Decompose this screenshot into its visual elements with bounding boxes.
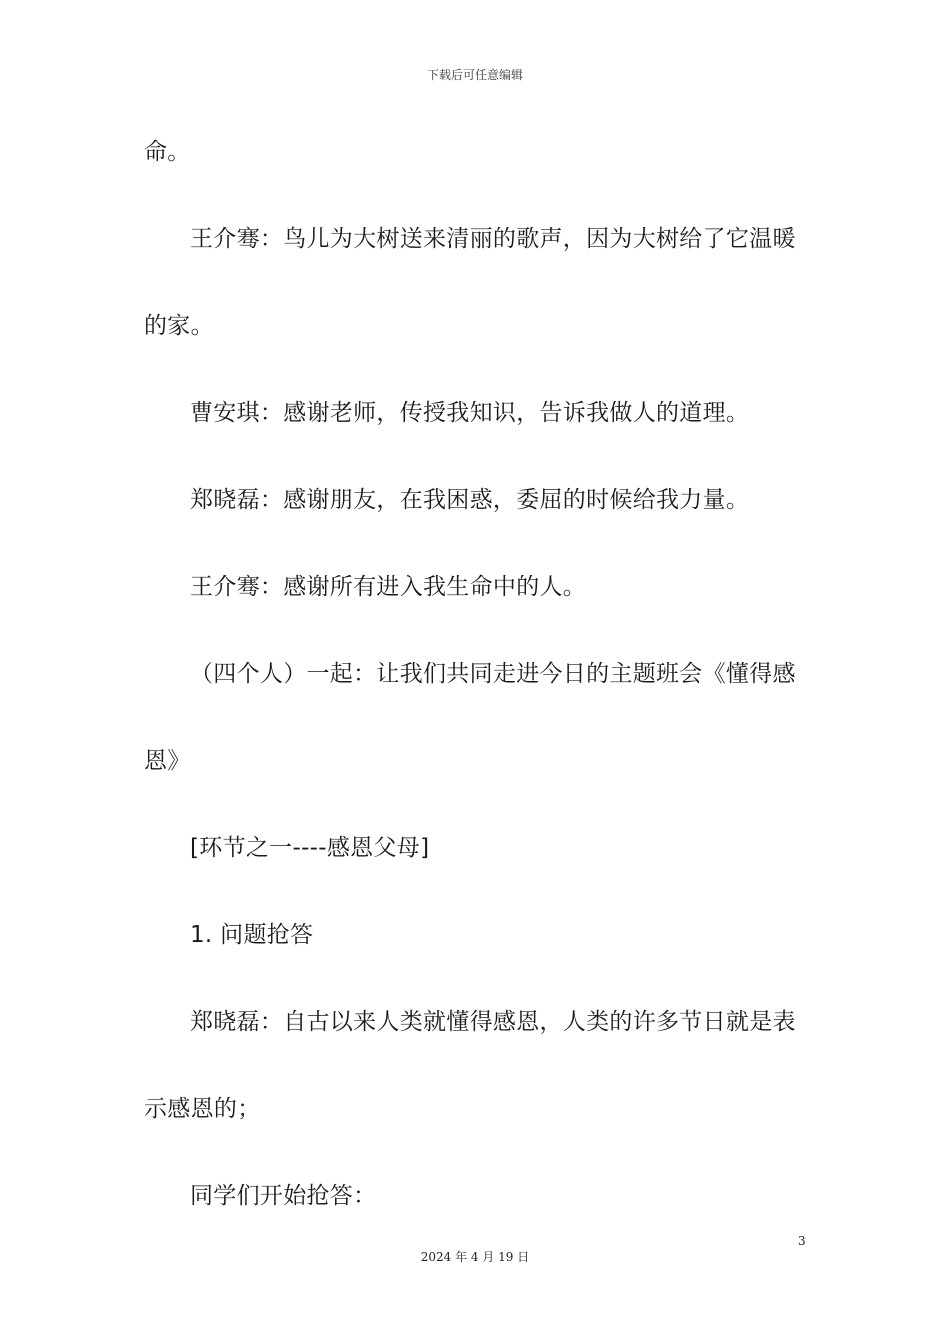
body-line: 示感恩的； (144, 1096, 261, 1122)
body-line: 郑晓磊：感谢朋友，在我困惑，委屈的时候给我力量。 (190, 487, 750, 513)
body-line: 的家。 (144, 313, 214, 339)
footer-date: 2024 年 4 月 19 日 (420, 1250, 530, 1264)
section-heading: [环节之一----感恩父母] (190, 835, 430, 861)
body-line: 王介骞：感谢所有进入我生命中的人。 (190, 574, 587, 600)
body-line: 同学们开始抢答： (190, 1183, 377, 1209)
body-line: 命。 (144, 139, 191, 165)
body-line: 恩》 (144, 748, 191, 774)
body-line: 郑晓磊：自古以来人类就懂得感恩，人类的许多节日就是表 (190, 1009, 796, 1035)
numbered-item: 1. 问题抢答 (190, 922, 314, 948)
page-header-note: 下载后可任意编辑 (426, 68, 523, 82)
page-number: 3 (798, 1234, 806, 1248)
body-line: 王介骞：鸟儿为大树送来清丽的歌声，因为大树给了它温暖 (190, 226, 796, 252)
body-line: （四个人）一起：让我们共同走进今日的主题班会《懂得感 (190, 661, 796, 687)
body-line: 曹安琪：感谢老师，传授我知识，告诉我做人的道理。 (190, 400, 750, 426)
